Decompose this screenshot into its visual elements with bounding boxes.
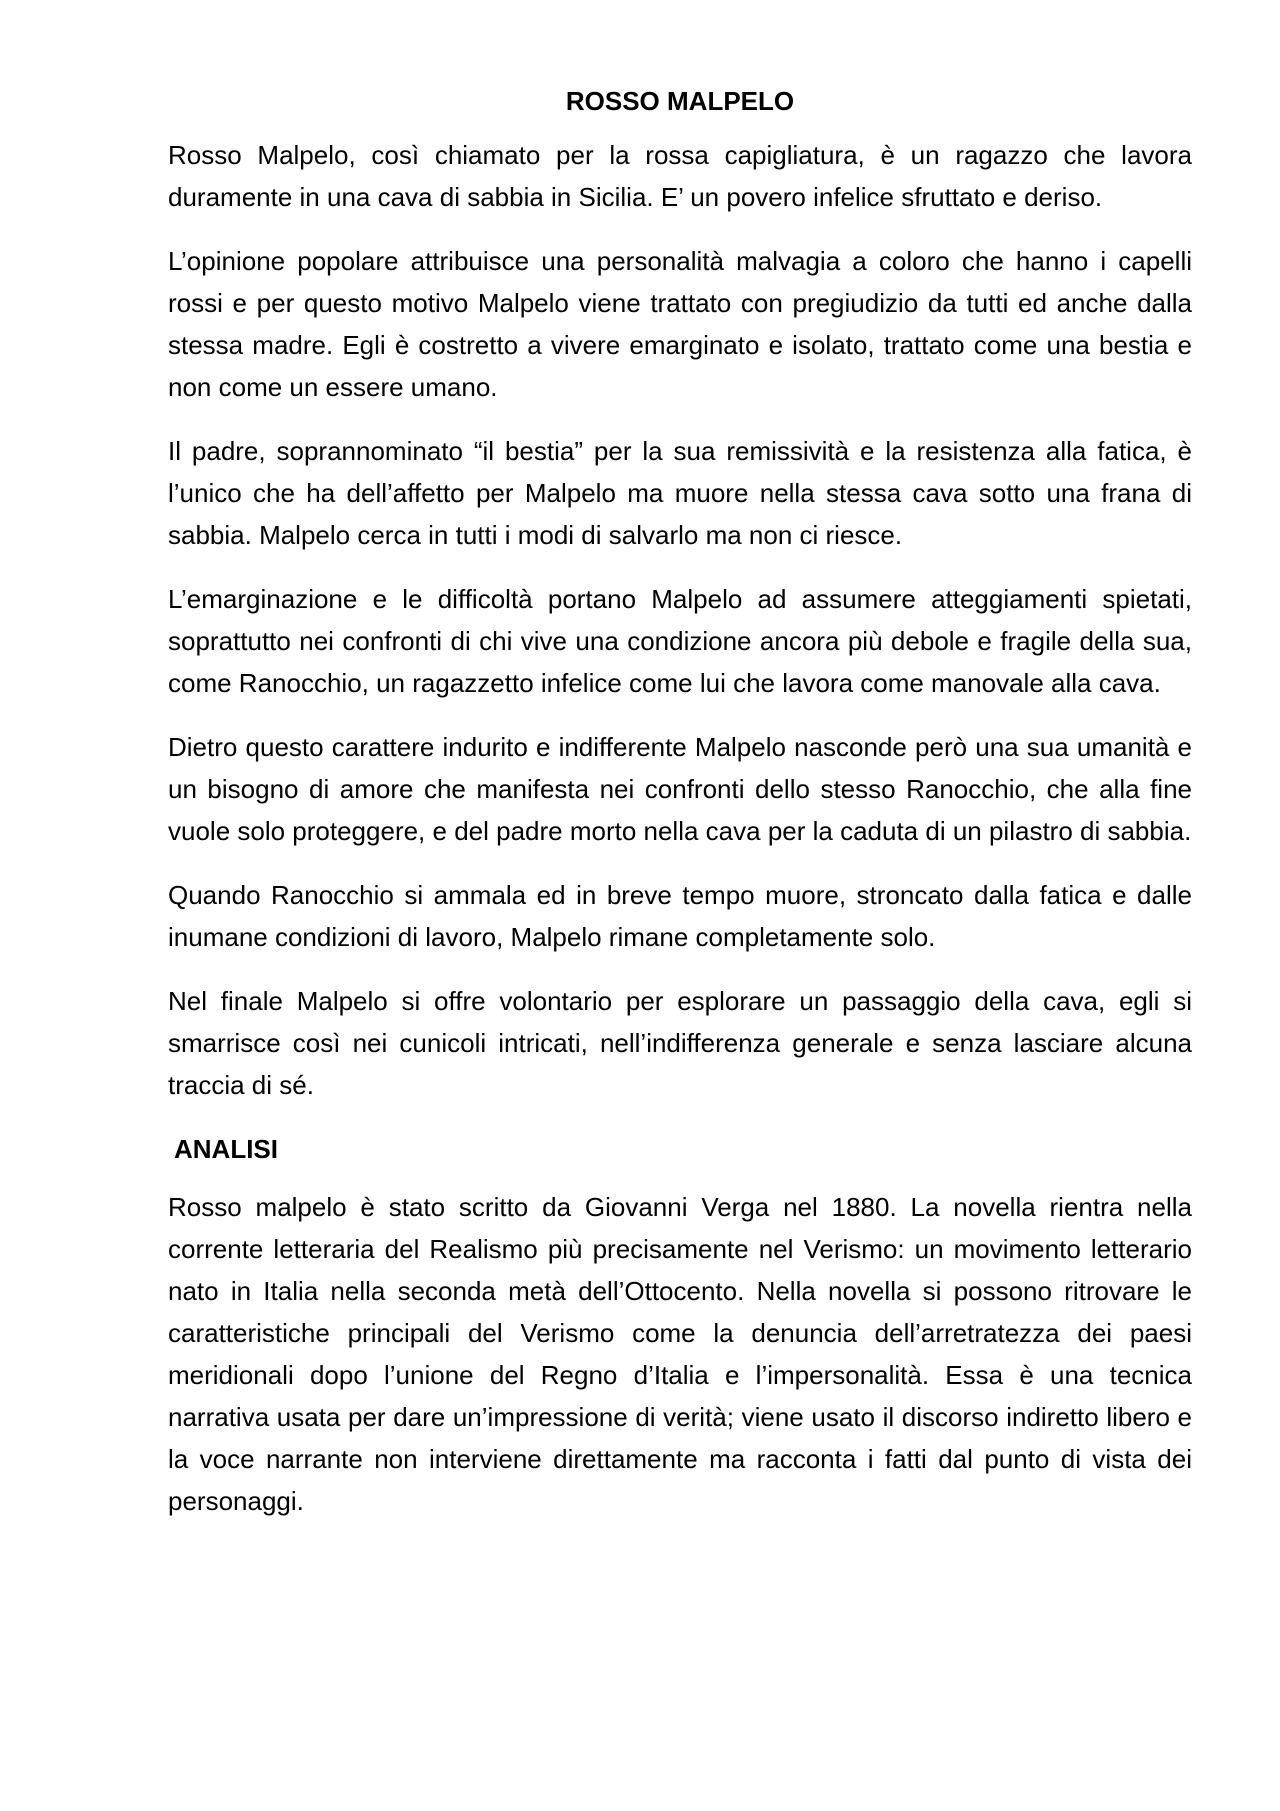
paragraph-umanita: Dietro questo carattere indurito e indifferente Malpelo nasconde però una sua umanità e un bisogno di amore che manifesta nei confronti dello stesso Ranocchio, che alla fine vuole solo proteggere, e del padre morto nella cava per la caduta di un pilastro di sabbia. bbox=[168, 732, 1192, 846]
document-page bbox=[168, 80, 1192, 1544]
paragraph-opinione: L’opinione popolare attribuisce una personalità malvagia a coloro che hanno i capelli rossi e per questo motivo Malpelo viene trattato con pregiudizio da tutti ed anche dalla stessa madre. Egli è costretto a vivere emarginato e isolato, trattato come una bestia e non come un essere umano. bbox=[168, 246, 1192, 402]
analysis-heading: ANALISI bbox=[174, 1134, 278, 1164]
paragraph-ranocchio: Quando Ranocchio si ammala ed in breve tempo muore, stroncato dalla fatica e dalle inumane condizioni di lavoro, Malpelo rimane completamente solo. bbox=[168, 880, 1192, 952]
paragraph-analisi: Rosso malpelo è stato scritto da Giovanni Verga nel 1880. La novella rientra nella corrente letteraria del Realismo più precisamente nel Verismo: un movimento letterario nato in Italia nella seconda metà dell’Ottocento. Nella novella si possono ritrovare le caratteristiche principali del Verismo come la denuncia dell’arretratezza dei paesi meridionali dopo l’unione del Regno d’Italia e l’impersonalità. Essa è una tecnica narrativa usata per dare un’impressione di verità; viene usato il discorso indiretto libero e la voce narrante non interviene direttamente ma racconta i fatti dal punto di vista dei personaggi. bbox=[168, 1192, 1192, 1516]
paragraph-intro: Rosso Malpelo, così chiamato per la rossa capigliatura, è un ragazzo che lavora duramente in una cava di sabbia in Sicilia. E’ un povero infelice sfruttato e deriso. bbox=[168, 140, 1192, 212]
document-title: ROSSO MALPELO bbox=[565, 86, 795, 116]
paragraph-padre: Il padre, soprannominato “il bestia” per la sua remissività e la resistenza alla fatica, è l’unico che ha dell’affetto per Malpelo ma muore nella stessa cava sotto una frana di sabbia. Malpelo cerca in tutti i modi di salvarlo ma non ci riesce. bbox=[168, 436, 1192, 550]
paragraph-finale: Nel finale Malpelo si offre volontario per esplorare un passaggio della cava, egli si smarrisce così nei cunicoli intricati, nell’indifferenza generale e senza lasciare alcuna traccia di sé. bbox=[168, 986, 1192, 1100]
paragraph-emarginazione: L’emarginazione e le difficoltà portano Malpelo ad assumere atteggiamenti spietati, soprattutto nei confronti di chi vive una condizione ancora più debole e fragile della sua, come Ranocchio, un ragazzetto infelice come lui che lavora come manovale alla cava. bbox=[168, 584, 1192, 698]
